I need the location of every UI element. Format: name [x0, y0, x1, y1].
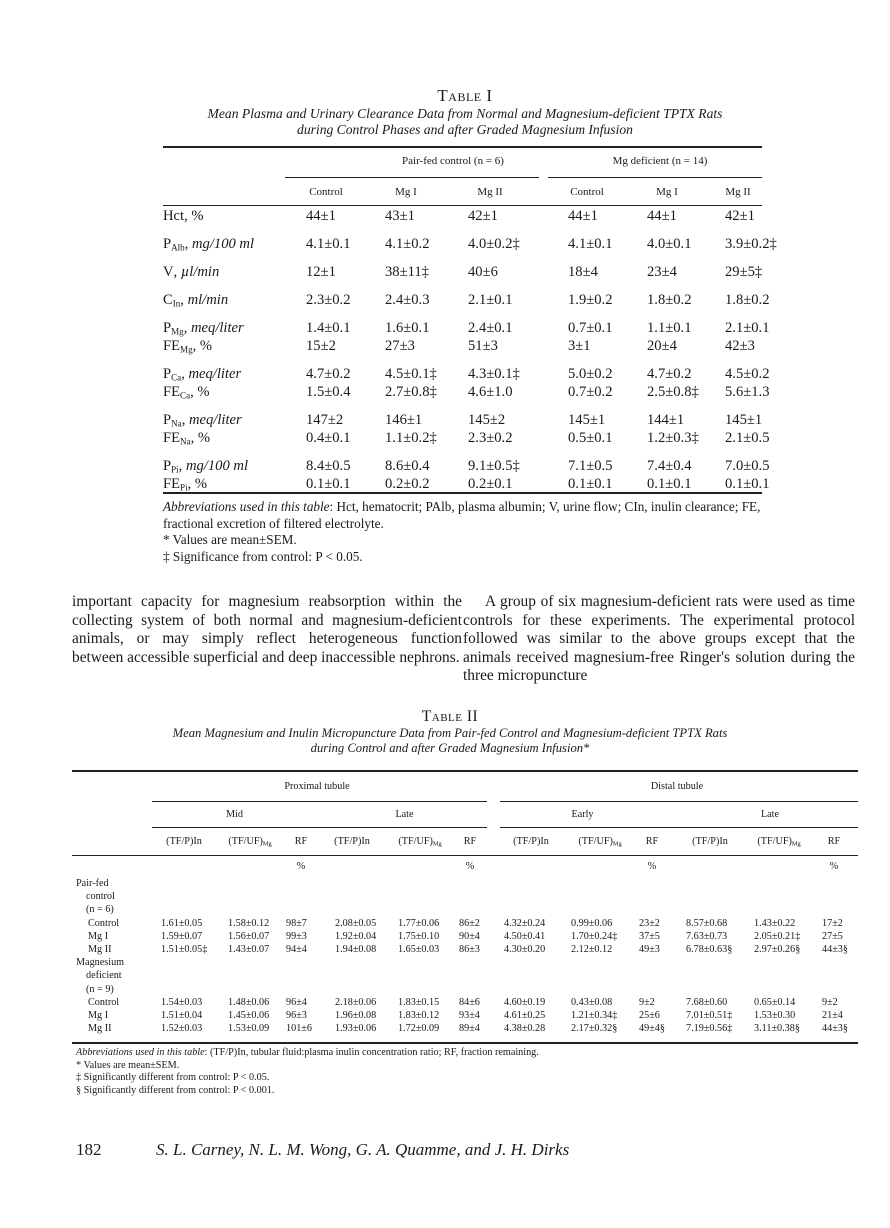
table2-cell: 1.92±0.04: [335, 930, 377, 942]
table2-label: Table II: [421, 708, 479, 725]
table1-cell: 4.5±0.2: [725, 366, 770, 382]
table1-cell: 9.1±0.5‡: [468, 458, 520, 474]
table2-cell: 89±4: [459, 1023, 480, 1035]
table1-row-label: [163, 430, 210, 447]
table1-cell: 0.2±0.2: [385, 476, 430, 492]
table1-cell: 7.1±0.5: [568, 458, 613, 474]
row-label-unit: , %: [190, 430, 211, 446]
table1-cell: 8.4±0.5: [306, 458, 351, 474]
table1-phase-header: Mg I: [395, 186, 417, 198]
table1-cell: 4.1±0.1: [306, 236, 351, 252]
row-label-unit: , %: [192, 338, 213, 354]
table2-cell: 1.59±0.07: [161, 930, 203, 942]
table1-cell: 1.8±0.2: [725, 292, 770, 308]
table1-cell: 146±1: [385, 412, 423, 428]
row-label-unit: , meq/liter: [181, 366, 242, 382]
table1-cell: 2.5±0.8‡: [647, 384, 699, 400]
table1-cell: 38±11‡: [385, 264, 429, 280]
table1-cell: 42±1: [725, 208, 755, 224]
table1-group-rule: [285, 177, 539, 178]
paragraph: important capacity for magnesium reabsorption within the collecting system of both normal and magnesium-deficient animals, or may simply reflect heterogeneous function between accessible superficial and deep inaccessible nephrons.: [72, 593, 462, 666]
table2-cell: 2.97±0.26§: [754, 944, 801, 955]
table1-cell: 145±2: [468, 412, 506, 428]
table2-group-label: (n = 9): [86, 983, 114, 995]
table1-cell: 4.6±1.0: [468, 384, 513, 400]
table1-cell: 42±1: [468, 208, 498, 224]
table2-column-header: (TF/P)In: [513, 836, 549, 847]
table2-cell: 1.45±0.06: [228, 1010, 270, 1021]
table2-cell: 1.77±0.06: [398, 917, 440, 929]
table2-column-header: (TF/P)In: [692, 836, 728, 847]
table1-bottom-rule: [163, 492, 762, 494]
table1-cell: 44±1: [647, 208, 677, 224]
table2-cell: 49±4§: [639, 1023, 665, 1035]
table1-cell: 1.9±0.2: [568, 292, 613, 308]
table1-phase-header: Mg II: [725, 186, 751, 198]
table1-label: Table I: [437, 86, 493, 105]
table1-phase-header: Mg II: [477, 186, 503, 198]
table2-column-header: (TF/P)In: [166, 836, 202, 847]
table1-cell: 4.0±0.1: [647, 236, 692, 252]
row-label-base: Hct, %: [163, 208, 204, 224]
table2-cell: 0.43±0.08: [571, 996, 613, 1008]
table2-segment-rule: [500, 801, 858, 802]
table2-unit-label: %: [296, 861, 306, 872]
table1-cell: 12±1: [306, 264, 336, 280]
table1-cell: 1.5±0.4: [306, 384, 351, 400]
table2-group-label: control: [86, 891, 115, 903]
column-header-base: (TF/UF): [757, 836, 792, 847]
running-authors: S. L. Carney, N. L. M. Wong, G. A. Quamme, and J. H. Dirks: [156, 1140, 570, 1159]
table2-abbrev-lead: Abbreviations used in this table: [76, 1047, 205, 1058]
table2-cell: 6.78±0.63§: [686, 944, 733, 955]
row-label-subscript: Mg: [180, 344, 193, 355]
page-footer: [76, 1140, 569, 1160]
table2-values-note: * Values are mean±SEM.: [76, 1059, 180, 1071]
table2-cell: 1.51±0.05‡: [161, 944, 208, 955]
table2-cell: 1.21±0.34‡: [571, 1010, 618, 1021]
table2-cell: 1.48±0.06: [228, 996, 270, 1008]
table1-cell: 2.3±0.2: [468, 430, 513, 446]
table2-cell: 93±4: [459, 1010, 480, 1021]
table1-row-label: [163, 264, 219, 281]
table2-subsegment-rule: [500, 827, 858, 828]
table2-cell: 4.61±0.25: [504, 1010, 546, 1021]
row-label-subscript: Pi: [180, 482, 188, 493]
table2-cell: 1.65±0.03: [398, 944, 440, 955]
table2-column-header: RF: [463, 836, 477, 847]
row-label-unit: , µl/min: [173, 264, 220, 280]
table2-top-rule: [72, 770, 858, 772]
row-label-base: P: [163, 412, 172, 428]
table2-cell: 17±2: [822, 917, 843, 929]
row-label-base: P: [163, 320, 172, 336]
table2-significance-note-1: ‡ Significantly different from control: P < 0.05.: [76, 1072, 270, 1084]
table1-cell: 145±1: [568, 412, 606, 428]
row-label-base: FE: [163, 430, 181, 446]
table1-phase-header: Control: [570, 186, 604, 198]
table2-cell: 7.19±0.56‡: [686, 1023, 733, 1035]
table2-cell: 1.72±0.09: [398, 1023, 440, 1035]
table1-title-line2: during Control Phases and after Graded Magnesium Infusion: [297, 122, 633, 137]
table2-segment-header: Proximal tubule: [284, 781, 350, 792]
table2-group-label: deficient: [86, 970, 122, 982]
table2-cell: 1.43±0.07: [228, 944, 270, 955]
row-label-base: FE: [163, 384, 181, 400]
table1-cell: 29±5‡: [725, 264, 763, 280]
table1-caption: [160, 86, 770, 138]
table2-significance-note-2: § Significantly different from control: P < 0.001.: [76, 1084, 275, 1096]
table2-cell: 4.50±0.41: [504, 930, 546, 942]
table1-cell: 2.3±0.2: [306, 292, 351, 308]
table2-segment-rule: [152, 801, 487, 802]
table2-cell: 4.30±0.20: [504, 944, 546, 955]
table1-cell: 0.1±0.1: [306, 476, 351, 492]
table2-title-line1: Mean Magnesium and Inulin Micropuncture Data from Pair-fed Control and Magnesium-deficient TPTX Rats: [172, 726, 728, 740]
table2-subsegment-rule: [152, 827, 487, 828]
table2-header-rule: [72, 855, 858, 856]
table2-cell: 96±3: [286, 1010, 307, 1021]
table1-cell: 44±1: [568, 208, 598, 224]
table2-cell: 4.38±0.28: [504, 1023, 546, 1035]
table1-cell: 1.1±0.2‡: [385, 430, 437, 446]
row-label-base: FE: [163, 476, 181, 492]
table1-cell: 0.1±0.1: [568, 476, 613, 492]
row-label-unit: , meq/liter: [183, 320, 244, 336]
table2-phase-label: Mg I: [88, 930, 109, 942]
table2-subsegment-header: Mid: [226, 809, 243, 820]
table2-cell: 101±6: [286, 1023, 312, 1035]
table1-cell: 1.8±0.2: [647, 292, 692, 308]
row-label-unit: , mg/100 ml: [184, 236, 255, 252]
table2-cell: 9±2: [639, 996, 655, 1008]
table2-column-header: RF: [645, 836, 659, 847]
table1-row-label: [163, 292, 228, 309]
table2-title-line2: during Control and after Graded Magnesium Infusion*: [310, 741, 590, 755]
table2-abbreviations: [76, 1047, 776, 1060]
table2-phase-label: Control: [88, 917, 120, 929]
row-label-unit: , %: [187, 476, 208, 492]
table2-cell: 98±7: [286, 917, 307, 929]
table1-cell: 18±4: [568, 264, 598, 280]
table1-row-label: [163, 208, 204, 225]
table1-group-rule: [548, 177, 762, 178]
table2-cell: 23±2: [639, 917, 660, 929]
row-label-base: FE: [163, 338, 181, 354]
table1-cell: 1.2±0.3‡: [647, 430, 699, 446]
table1-cell: 0.7±0.2: [568, 384, 613, 400]
table2-cell: 21±4: [822, 1010, 843, 1021]
table1-cell: 4.3±0.1‡: [468, 366, 520, 382]
body-text-left-column: [72, 593, 462, 667]
table1-cell: 42±3: [725, 338, 755, 354]
table1-group-header: Mg deficient (n = 14): [612, 155, 708, 167]
table2-group-label: Magnesium: [76, 957, 125, 969]
table2-cell: 1.43±0.22: [754, 917, 796, 929]
table1-cell: 2.4±0.1: [468, 320, 513, 336]
paragraph: A group of six magnesium-deficient rats were used as time controls for these experiments. The experimental protocol followed was similar to the above groups except that the animals received magnesium-free Ringer's solution during the three micropuncture: [463, 593, 855, 685]
row-label-subscript: Ca: [180, 390, 191, 401]
table2-cell: 1.56±0.07: [228, 930, 270, 942]
table1-group-header: Pair-fed control (n = 6): [402, 155, 504, 167]
row-label-unit: , ml/min: [180, 292, 229, 308]
table1-cell: 145±1: [725, 412, 763, 428]
column-header-base: (TF/UF): [578, 836, 613, 847]
table1-values-note: * Values are mean±SEM.: [163, 532, 297, 547]
table1-cell: 0.7±0.1: [568, 320, 613, 336]
column-header-subscript: Mg: [791, 840, 801, 848]
table1-significance-note: ‡ Significance from control: P < 0.05.: [163, 548, 363, 564]
table2-cell: 2.18±0.06: [335, 996, 377, 1008]
row-label-subscript: Alb: [171, 242, 185, 253]
table1-cell: 0.1±0.1: [647, 476, 692, 492]
column-header-base: (TF/UF): [398, 836, 433, 847]
table2-column-header: RF: [294, 836, 308, 847]
row-label-base: V: [163, 264, 174, 280]
table1-phase-header: Mg I: [656, 186, 678, 198]
table1-cell: 7.0±0.5: [725, 458, 770, 474]
table1-cell: 20±4: [647, 338, 677, 354]
row-label-subscript: Mg: [171, 326, 184, 337]
table1-cell: 4.7±0.2: [306, 366, 351, 382]
table1-cell: 3.9±0.2‡: [725, 236, 777, 252]
table1-cell: 5.6±1.3: [725, 384, 770, 400]
table2-cell: 27±5: [822, 930, 843, 942]
table1-cell: 147±2: [306, 412, 344, 428]
table1-cell: 8.6±0.4: [385, 458, 430, 474]
table1-cell: 1.1±0.1: [647, 320, 692, 336]
table2-cell: 1.52±0.03: [161, 1023, 203, 1035]
table2-cell: 1.94±0.08: [335, 944, 377, 955]
table1-cell: 0.2±0.1: [468, 476, 513, 492]
table1-row-label: [163, 338, 212, 355]
table1-cell: 1.4±0.1: [306, 320, 351, 336]
table1-cell: 144±1: [647, 412, 685, 428]
table2-cell: 9±2: [822, 996, 838, 1008]
table2-cell: 96±4: [286, 996, 307, 1008]
table1-abbreviations: [163, 499, 773, 532]
table1-cell: 0.1±0.1: [725, 476, 770, 492]
table1-title-line1: Mean Plasma and Urinary Clearance Data from Normal and Magnesium-deficient TPTX Rats: [207, 106, 723, 121]
table2-cell: 49±3: [639, 944, 660, 955]
table1-row-label: [163, 384, 210, 401]
table2: [72, 770, 858, 1045]
table1-cell: 4.0±0.2‡: [468, 236, 520, 252]
table2-cell: 99±3: [286, 930, 307, 942]
table2-column-header: (TF/P)In: [334, 836, 370, 847]
body-text-right-column: [463, 593, 855, 686]
table2-unit-label: %: [465, 861, 475, 872]
table2-phase-label: Mg II: [88, 944, 112, 955]
table1-cell: 2.4±0.3: [385, 292, 430, 308]
table1-phase-header: Control: [309, 186, 343, 198]
table2-cell: 1.70±0.24‡: [571, 930, 618, 942]
table2-cell: 44±3§: [822, 1023, 848, 1035]
table1-row-label: [163, 458, 248, 475]
table2-subsegment-header: Late: [395, 809, 414, 820]
table2-cell: 25±6: [639, 1010, 660, 1021]
page-number: 182: [76, 1140, 102, 1159]
column-header-base: (TF/UF): [228, 836, 263, 847]
table1-cell: 2.1±0.1: [725, 320, 770, 336]
table2-cell: 2.12±0.12: [571, 944, 613, 955]
table2-cell: 0.65±0.14: [754, 996, 796, 1008]
table2-cell: 84±6: [459, 996, 480, 1008]
table2-cell: 37±5: [639, 930, 660, 942]
table2-group-label: Pair-fed: [76, 878, 109, 889]
row-label-subscript: Na: [180, 436, 191, 447]
table1-cell: 15±2: [306, 338, 336, 354]
table2-cell: 1.53±0.30: [754, 1010, 796, 1021]
table2-cell: 90±4: [459, 930, 480, 942]
table2-cell: 1.83±0.15: [398, 996, 440, 1008]
table1-cell: 0.5±0.1: [568, 430, 613, 446]
table1-row-label: [163, 412, 242, 429]
table2-phase-label: Mg I: [88, 1010, 109, 1021]
row-label-subscript: Pi: [171, 464, 179, 475]
column-header-subscript: Mg: [612, 840, 622, 848]
row-label-base: P: [163, 236, 172, 252]
row-label-subscript: Na: [171, 418, 182, 429]
table1-header-rule: [163, 205, 762, 206]
table2-unit-label: %: [829, 861, 839, 872]
row-label-unit: , meq/liter: [181, 412, 242, 428]
table1-row-label: [163, 320, 244, 337]
table2-cell: 1.61±0.05: [161, 917, 203, 929]
table2-caption: [100, 708, 800, 756]
row-label-unit: , %: [190, 384, 210, 400]
table2-cell: 1.93±0.06: [335, 1023, 377, 1035]
table1-row-label: [163, 236, 254, 253]
table2-cell: 94±4: [286, 944, 307, 955]
table1-cell: 0.4±0.1: [306, 430, 351, 446]
table1-cell: 40±6: [468, 264, 498, 280]
table1-cell: 4.5±0.1‡: [385, 366, 437, 382]
table2-cell: 0.99±0.06: [571, 917, 613, 929]
table1-cell: 3±1: [568, 338, 591, 354]
row-label-subscript: In: [172, 298, 181, 309]
row-label-base: C: [163, 292, 173, 308]
table2-cell: 1.96±0.08: [335, 1010, 377, 1021]
table2-cell: 1.75±0.10: [398, 930, 440, 942]
table2-bottom-rule: [72, 1042, 858, 1044]
table2-cell: 7.68±0.60: [686, 996, 728, 1008]
row-label-unit: , mg/100 ml: [178, 458, 248, 474]
table2-cell: 86±3: [459, 944, 480, 955]
table2-abbrev-text: : (TF/P)In, tubular fluid:plasma inulin concentration ratio; RF, fraction remaining.: [204, 1047, 539, 1058]
table2-cell: 86±2: [459, 917, 480, 929]
table2-cell: 3.11±0.38§: [754, 1023, 800, 1035]
table2-notes: [76, 1047, 776, 1097]
table1-cell: 5.0±0.2: [568, 366, 613, 382]
row-label-subscript: Ca: [171, 372, 182, 383]
table2-unit-label: %: [647, 861, 657, 872]
row-label-base: P: [163, 458, 172, 474]
column-header-subscript: Mg: [262, 840, 272, 848]
table2-cell: 7.63±0.73: [686, 930, 728, 942]
table1-cell: 43±1: [385, 208, 415, 224]
table2-segment-header: Distal tubule: [650, 781, 704, 792]
table2-cell: 1.53±0.09: [228, 1023, 270, 1035]
table1-notes: [163, 499, 773, 565]
table2-cell: 4.32±0.24: [504, 917, 546, 929]
table2-subsegment-header: Late: [760, 809, 780, 820]
table2-cell: 1.83±0.12: [398, 1010, 440, 1021]
table2-cell: 8.57±0.68: [686, 917, 728, 929]
table1-cell: 2.1±0.5: [725, 430, 770, 446]
table1-cell: 1.6±0.1: [385, 320, 430, 336]
table1-cell: 7.4±0.4: [647, 458, 692, 474]
table1-cell: 4.1±0.2: [385, 236, 430, 252]
table1-cell: 51±3: [468, 338, 498, 354]
table2-phase-label: Mg II: [88, 1023, 112, 1035]
table2-cell: 2.05±0.21‡: [754, 930, 801, 942]
table2-cell: 1.54±0.03: [161, 996, 203, 1008]
table2-cell: 2.08±0.05: [335, 917, 377, 929]
table2-column-header: RF: [827, 836, 841, 847]
row-label-base: P: [163, 366, 172, 382]
table2-subsegment-header: Early: [571, 809, 594, 820]
table1-cell: 23±4: [647, 264, 677, 280]
table2-cell: 7.01±0.51‡: [686, 1010, 733, 1021]
table1-cell: 4.1±0.1: [568, 236, 613, 252]
table1-abbrev-text: : Hct, hematocrit; PAlb, plasma albumin; V, urine flow; CIn, inulin clearance; FE, fractional excretion of filtered electrolyte.: [163, 499, 761, 531]
table1-row-label: [163, 476, 207, 493]
table1-top-rule: [163, 146, 762, 148]
column-header-subscript: Mg: [432, 840, 442, 848]
table1-abbrev-lead: Abbreviations used in this table: [163, 499, 330, 514]
table1-cell: 2.7±0.8‡: [385, 384, 437, 400]
table2-cell: 4.60±0.19: [504, 996, 546, 1008]
table2-cell: 1.58±0.12: [228, 917, 270, 929]
table2-cell: 1.51±0.04: [161, 1010, 203, 1021]
table1-cell: 27±3: [385, 338, 415, 354]
table2-phase-label: Control: [88, 996, 120, 1008]
table2-cell: 2.17±0.32§: [571, 1023, 618, 1035]
table1-cell: 44±1: [306, 208, 336, 224]
table2-group-label: (n = 6): [86, 904, 114, 916]
table1-row-label: [163, 366, 241, 383]
table2-cell: 44±3§: [822, 944, 848, 955]
table1-cell: 4.7±0.2: [647, 366, 692, 382]
table1-cell: 2.1±0.1: [468, 292, 513, 308]
